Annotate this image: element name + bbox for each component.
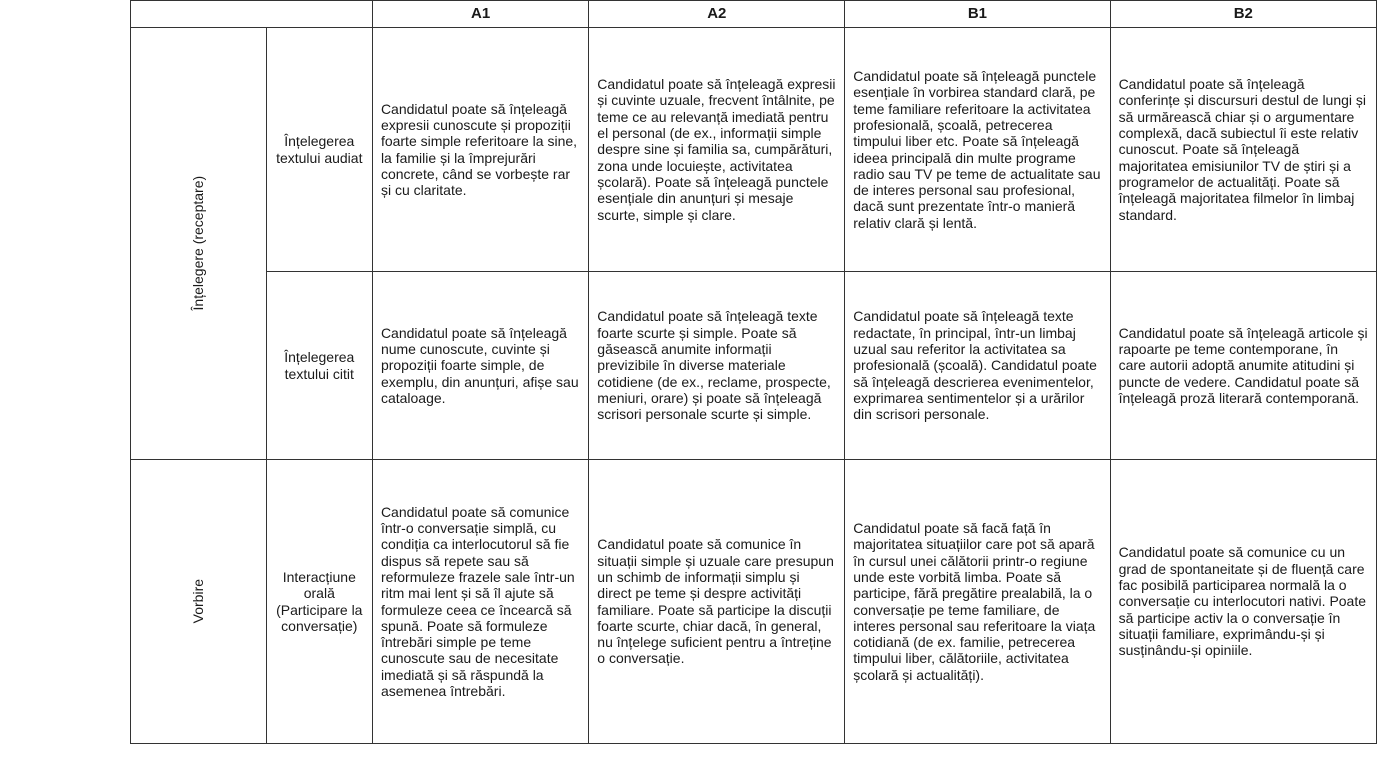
cell-a2 bbox=[589, 28, 845, 272]
row-label: Înțelegerea textului citit bbox=[284, 349, 355, 382]
row-label-cell bbox=[266, 460, 372, 744]
header-row bbox=[131, 1, 1377, 28]
table-row bbox=[131, 272, 1377, 460]
cell-a1 bbox=[372, 460, 588, 744]
cell-a2 bbox=[589, 272, 845, 460]
cell-text: Candidatul poate să înțeleagă nume cunoscute, cuvinte și propoziții foarte simple, de exemplu, din anunțuri, afișe sau cataloage. bbox=[380, 324, 579, 406]
cell-a2 bbox=[589, 460, 845, 744]
cell-a1 bbox=[372, 272, 588, 460]
row-label: Înțelegerea textului audiat bbox=[276, 133, 363, 166]
cell-text: Candidatul poate să înțeleagă conferințe și discursuri destul de lungi și să urmărească chiar și o argumentare complexă, dacă subiectul îi este relativ cunoscut. Poate să înțeleagă majoritatea emisiunilor TV de știri și a programelor de actualități. Poate să înțeleagă majoritatea filmelor în limbaj standard. bbox=[1118, 76, 1367, 223]
category-vorbire bbox=[131, 460, 267, 744]
cell-b1 bbox=[845, 272, 1110, 460]
cefr-levels-table bbox=[130, 0, 1377, 744]
cell-text: Candidatul poate să înțeleagă expresii cunoscute și propoziții foarte simple referitoare la sine, la familie și la împrejurări concrete, când se vorbește rar și cu claritate. bbox=[380, 100, 578, 199]
table-row bbox=[131, 28, 1377, 272]
category-label: Înțelegere (receptare) bbox=[190, 176, 207, 311]
row-label-cell bbox=[266, 28, 372, 272]
table-row bbox=[131, 460, 1377, 744]
cell-b2 bbox=[1110, 28, 1376, 272]
header-a1: A1 bbox=[372, 1, 588, 28]
cell-text: Candidatul poate să comunice în situații simple și uzuale care presupun un schimb de informații simplu și direct pe teme și despre activități familiare. Poate să participe la discuții foarte scurte, chiar dacă, în general, nu înțelege suficient pentru a întreține o conversație. bbox=[597, 536, 834, 667]
header-blank-cell bbox=[131, 1, 373, 28]
cell-text: Candidatul poate să comunice cu un grad de spontaneitate și de fluență care fac posibilă participarea normală la o conversație cu interlocutori nativi. Poate să participe activ la o conversație în situații familiare, exprimându-și și susținându-și opiniile. bbox=[1118, 544, 1367, 659]
cell-text: Candidatul poate să înțeleagă texte foarte scurte și simple. Poate să găsească anumite informații previzibile în diverse materiale cotidiene (de ex., reclame, prospecte, meniuri, orare) și poate să înțeleagă scrisori personale scurte și simple. bbox=[597, 308, 831, 423]
row-label: Interacțiune orală (Participare la conversație) bbox=[276, 568, 363, 634]
cell-b1 bbox=[845, 460, 1110, 744]
header-a2: A2 bbox=[589, 1, 845, 28]
cell-text: Candidatul poate să facă față în majoritatea situațiilor care pot să apară în cursul unei călătorii printr-o regiune unde este vorbită limba. Poate să participe, fără pregătire prealabilă, la o conversație pe teme familiare, de interes personal sau referitoare la viața cotidiană (de ex. familie, petrecerea timpului liber, călătoriile, activitatea școlară și actualități). bbox=[853, 520, 1096, 683]
header-b2: B2 bbox=[1110, 1, 1376, 28]
cell-text: Candidatul poate să înțeleagă punctele esențiale în vorbirea standard clară, pe teme familiare referitoare la activitatea profesională, școală, petrecerea timpului liber etc. Poate să înțeleagă ideea principală din multe programe radio sau TV pe teme de actualitate sau de interes personal sau profesional, dacă sunt prezentate într-o manieră relativ clară și lentă. bbox=[853, 68, 1101, 231]
cell-text: Candidatul poate să înțeleagă expresii și cuvinte uzuale, frecvent întâlnite, pe teme ce au relevanță imediată pentru el personal (de ex., informații simple despre sine și familia sa, cumpărături, zona unde locuiește, activitatea școlară). Poate să înțeleagă punctele esențiale din anunțuri și mesaje scurte, simple și clare. bbox=[597, 76, 836, 223]
cell-a1 bbox=[372, 28, 588, 272]
category-label: Vorbire bbox=[190, 579, 207, 624]
cell-text: Candidatul poate să înțeleagă articole și rapoarte pe teme contemporane, în care autorii adoptă anumite atitudini și puncte de vedere. Candidatul poate să înțeleagă proză literară contemporană. bbox=[1118, 324, 1368, 406]
cell-b1 bbox=[845, 28, 1110, 272]
category-receptare bbox=[131, 28, 267, 460]
row-label-cell bbox=[266, 272, 372, 460]
cell-b2 bbox=[1110, 272, 1376, 460]
cell-b2 bbox=[1110, 460, 1376, 744]
cell-text: Candidatul poate să comunice într-o conversație simplă, cu condiția ca interlocutorul să fie dispus să repete sau să reformuleze frazele sale într-un ritm mai lent și să îl ajute să formuleze ceea ce încearcă să spună. Poate să formuleze întrebări simple pe teme cunoscute sau de necesitate imediată și să răspundă la asemenea întrebări. bbox=[380, 503, 575, 699]
cell-text: Candidatul poate să înțeleagă texte redactate, în principal, într-un limbaj uzual sau referitor la activitatea sa profesională (școală). Candidatul poate să înțeleagă descrierea evenimentelor, exprimarea sentimentelor și a urărilor din scrisori personale. bbox=[853, 308, 1097, 423]
header-b1: B1 bbox=[845, 1, 1110, 28]
